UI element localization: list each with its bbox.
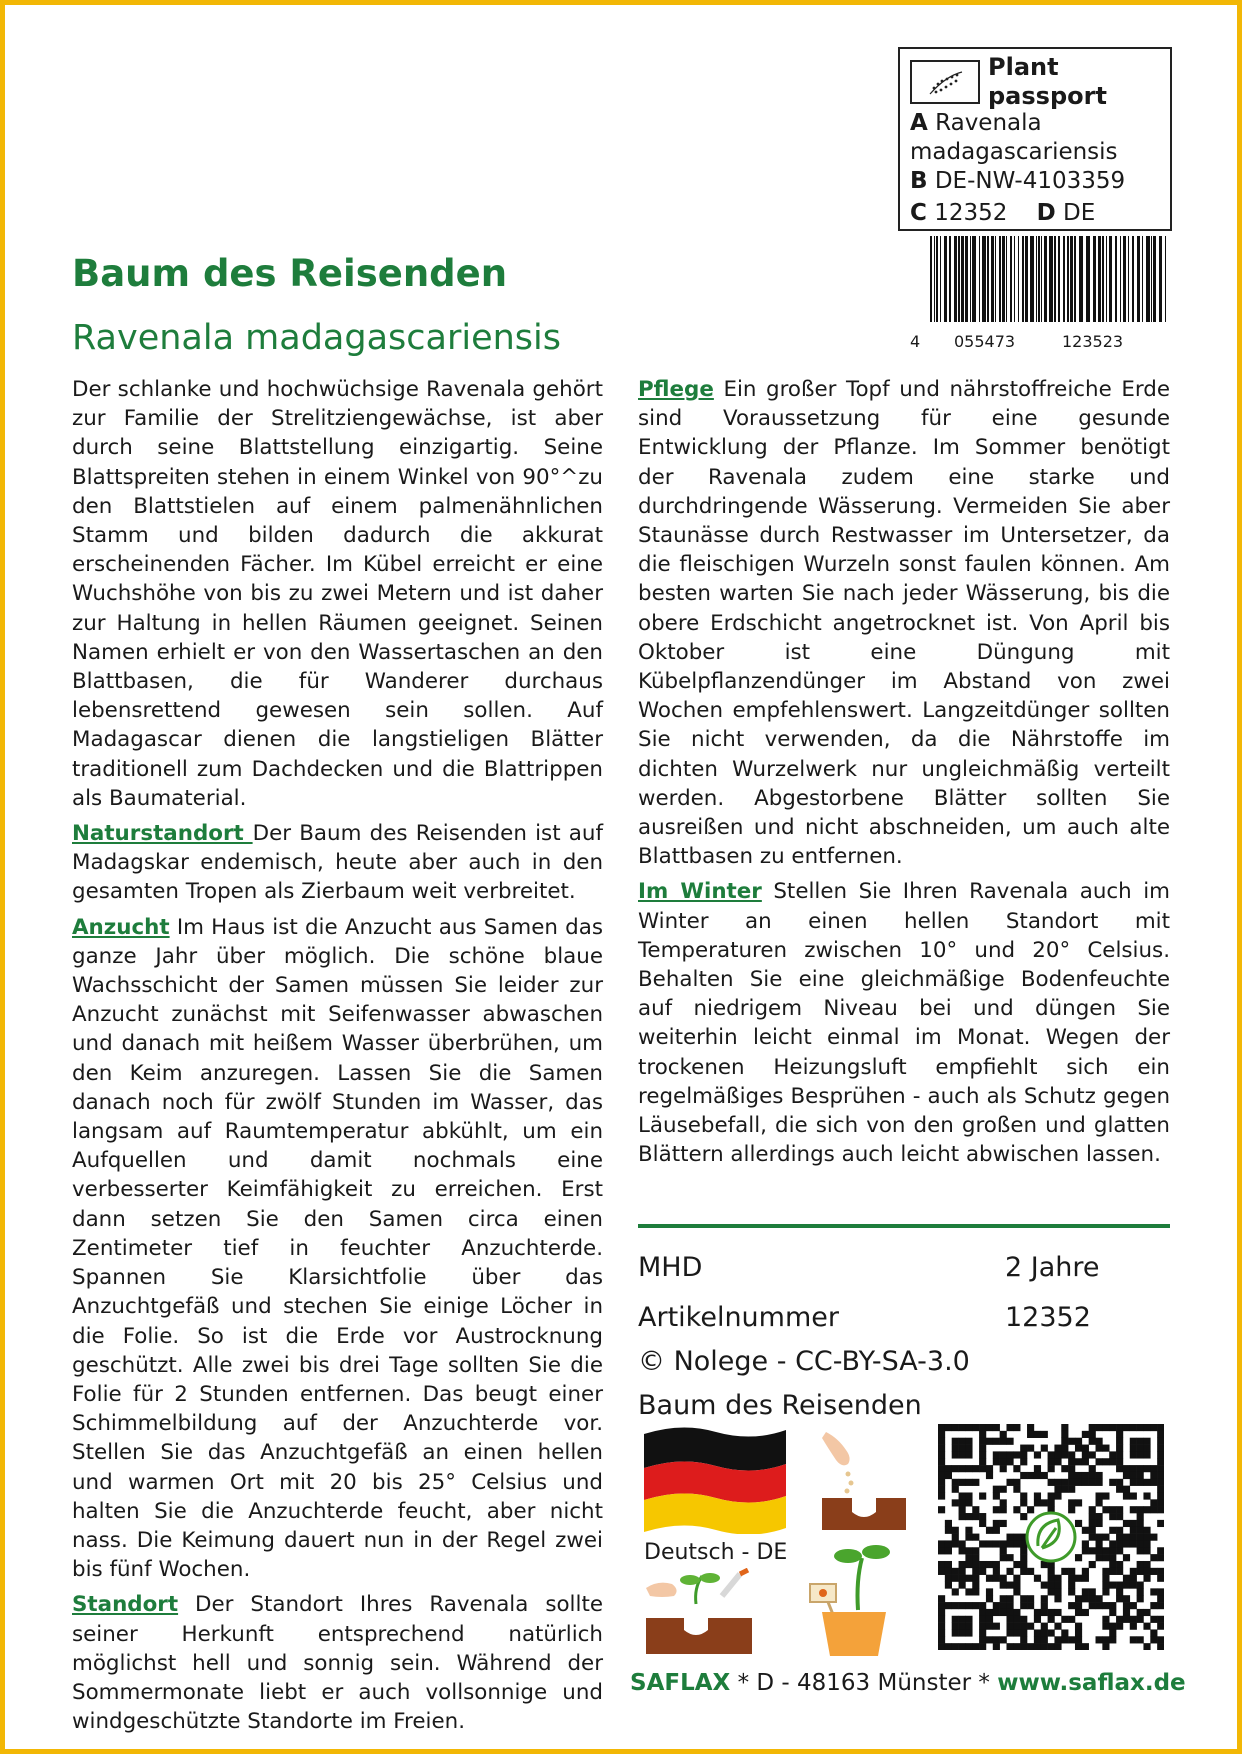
passport-d-value: DE	[1063, 200, 1096, 226]
eu-organic-leaf-icon	[910, 60, 980, 104]
sowing-icon	[818, 1428, 910, 1532]
mhd-value: 2 Jahre	[1005, 1252, 1100, 1283]
brand-name: SAFLAX	[630, 1670, 731, 1696]
anzucht-text: Im Haus ist die Anzucht aus Samen das ganze Jahr über möglich. Die schöne blaue Wachsschicht der Samen müssen Sie leider zur Anzucht zunächst mit Seifenwasser abwaschen und danach mit heißem Wasser überbrühen, um den Keim anzuregen. Lassen Sie die Samen danach noch für zwölf Stunden im Wasser, das langsam auf Raumtemperatur abkühlt, um ein Aufquellen und damit nochmals eine verbesserter Keimfähigkeit zu erreichen. Erst dann setzen Sie den Samen circa einen Zentimeter tief in feuchter Anzuchterde. Spannen Sie Klarsichtfolie über das Anzuchtgefäß und stechen Sie einige Löcher in die Folie. So ist die Erde vor Austrocknung geschützt. Alle zwei bis drei Tage sollten Sie die Folie für 2 Stunden entfernen. Das beugt einer Schimmelbildung auf der Anzuchterde vor. Stellen Sie das Anzuchtgefäß an einen hellen und warmen Ort mit 20 bis 25° Celsius und halten Sie die Anzuchterde feucht, aber nicht nass. Die Keimung dauert nun in der Regel zwei bis fünf Wochen.	[72, 914, 603, 1583]
plant-passport-title: Plant passport	[988, 53, 1107, 110]
standort-text: Der Standort Ihres Ravenala sollte seiner Herkunft entsprechend natürlich möglichst hell und sonnig sein. Während der Sommermonate liebt er auch vollsonnige und windgeschützte Standorte im Freien.	[72, 1592, 603, 1735]
barcode-digit-first: 4	[910, 332, 921, 351]
pflege-text: Ein großer Topf und nährstoffreiche Erde sind Voraussetzung für eine gesunde Entwicklung der Pflanze. Im Sommer benötigt der Ravenala zudem eine starke und durchdringende Wässerung. Vermeiden Sie aber Staunässe durch Restwasser im Untersetzer, da die fleischigen Wurzeln sonst faulen können. Am besten warten Sie nach jeder Wässerung, bis die obere Erdschicht angetrocknet ist. Von April bis Oktober ist eine Düngung mit Kübelpflanzendünger im Abstand von zwei Wochen empfehlenswert. Langzeitdünger sollten Sie nicht verwenden, da die Nährstoffe im dichten Wurzelwerk nur ungleichmäßig verteilt werden. Abgestorbene Blätter sollten Sie ausreißen und nicht abschneiden, um auch alte Blattbasen zu entfernen.	[638, 377, 1170, 870]
planting-icon	[644, 1568, 754, 1656]
anzucht-heading: Anzucht	[72, 914, 170, 940]
passport-a-value: Ravenala	[935, 110, 1042, 136]
language-label: Deutsch - DE	[644, 1540, 788, 1565]
page-title: Baum des Reisenden	[72, 252, 508, 295]
passport-b-value: DE-NW-4103359	[934, 168, 1126, 194]
passport-d-key: D	[1036, 200, 1056, 226]
passport-c-key: C	[910, 200, 927, 226]
pflege-heading: Pflege	[638, 377, 714, 402]
section-divider	[638, 1224, 1170, 1228]
left-column	[72, 375, 603, 1742]
qr-code-icon	[938, 1424, 1164, 1650]
intro-paragraph: Der schlanke und hochwüchsige Ravenala gehört zur Familie der Strelitziengewächse, ist aber durch seine Blattstellung einzigartig. Seine Blattspreiten stehen in einem Winkel von 90°^zu den Blattstielen auf einem palmenähnlichen Stamm und bilden dadurch die akkurat erscheinenden Fächer. Im Kübel erreicht er eine Wuchshöhe von bis zu zwei Metern und ist daher zur Haltung in hellen Räumen geeignet. Seinen Namen erhielt er von den Wassertaschen an den Blattbasen, die für Wanderer durchaus lebensrettend gewesen sein sollen. Auf Madagascar dienen die langstieligen Blätter traditionell zum Dachdecken und die Blattrippen als Baumaterial.	[72, 377, 603, 811]
passport-b-key: B	[910, 168, 928, 194]
anzucht-paragraph	[72, 913, 603, 1585]
naturstandort-paragraph	[72, 819, 603, 907]
winter-heading: Im Winter	[638, 879, 762, 905]
article-number-label: Artikelnummer	[638, 1302, 839, 1333]
winter-paragraph	[638, 877, 1170, 1169]
latin-name: Ravenala madagascariensis	[72, 318, 561, 358]
website-link[interactable]: www.saflax.de	[997, 1670, 1186, 1696]
potted-seedling-icon	[800, 1540, 900, 1658]
barcode-digits-left: 055473	[954, 332, 1016, 351]
barcode	[910, 236, 1170, 351]
german-flag-icon	[642, 1424, 788, 1534]
winter-text: Stellen Sie Ihren Ravenala auch im Winter an einen hellen Standort mit Temperaturen zwischen 10° und 20° Celsius. Behalten Sie eine gleichmäßige Bodenfeuchte auf niedrigem Niveau bei und düngen Sie weiterhin leicht einmal im Monat. Wegen der trockenen Heizungsluft empfiehlt sich ein regelmäßiges Besprühen - auch als Schutz gegen Läusebefall, die sich von den großen und glatten Blättern allerdings auch leicht abwischen lassen.	[638, 879, 1170, 1168]
article-number-value: 12352	[1005, 1302, 1091, 1333]
plant-passport	[898, 47, 1172, 231]
barcode-bars	[928, 236, 1170, 322]
pflege-paragraph	[638, 375, 1170, 871]
standort-paragraph	[72, 1590, 603, 1736]
passport-c-value: 12352	[934, 200, 1008, 226]
passport-a-key: A	[910, 110, 928, 136]
naturstandort-text: Der Baum des Reisenden ist auf Madagskar endemisch, heute aber auch in den gesamten Tropen als Zierbaum weit verbreitet.	[72, 821, 603, 905]
mhd-label: MHD	[638, 1252, 703, 1283]
standort-heading: Standort	[72, 1592, 179, 1618]
footer	[630, 1670, 1186, 1696]
barcode-digits-right: 123523	[1062, 332, 1124, 351]
copyright-text: © Nolege - CC-BY-SA-3.0	[638, 1346, 970, 1377]
footer-address: * D - 48163 Münster *	[730, 1670, 998, 1696]
passport-a-value-2: madagascariensis	[910, 139, 1118, 165]
plant-name: Baum des Reisenden	[638, 1390, 922, 1421]
naturstandort-heading: Naturstandort	[72, 821, 253, 847]
right-column	[638, 375, 1170, 1175]
